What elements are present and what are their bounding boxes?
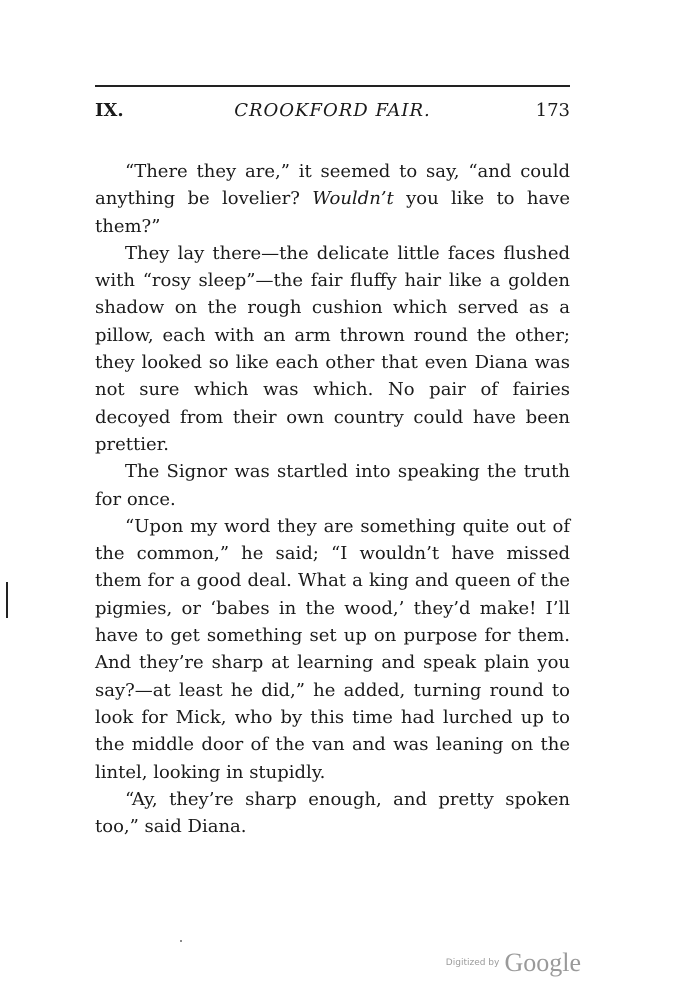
page-number: 173 <box>535 100 570 121</box>
scan-speck <box>180 940 182 942</box>
scan-margin-mark <box>6 582 8 618</box>
header-rule <box>95 85 570 87</box>
chapter-number: IX. <box>95 100 124 121</box>
running-title: CROOKFORD FAIR. <box>234 100 431 121</box>
paragraph-3: The Signor was startled into speaking the truth for once. <box>95 461 570 510</box>
paragraph-5: “Ay, they’re sharp enough, and pretty spoken too,” said Diana. <box>95 788 570 838</box>
watermark-digitized: Digitized by <box>445 958 500 968</box>
paragraph-1-text-b: you like to have them?” <box>95 188 570 237</box>
watermark-google-logo: Google <box>504 948 581 977</box>
paragraph-1-text-a: “There they are,” it seemed to say, “and could anything be lovelier? <box>95 161 570 210</box>
paragraph-2: They lay there—the delicate little faces flushed with “rosy sleep”—the fair fluffy hair like a golden shadow on the rough cushion which served as a pillow, each with an arm thrown round the other; they looked so like each other that even Diana was not sure which was which. No pair of fairies decoyed from their own country could have been prettier. <box>95 242 570 455</box>
paragraph-1 <box>95 158 570 240</box>
page-header <box>95 100 570 130</box>
body-text <box>95 158 570 840</box>
google-watermark <box>446 948 581 978</box>
paragraph-1-emphasis: Wouldn’t <box>312 188 394 210</box>
paragraph-4: “Upon my word they are something quite out of the common,” he said; “I wouldn’t have missed them for a good deal. What a king and queen of the pigmies, or ‘babes in the wood,’ they’d make! I’ll have to get something set up on purpose for them. And they’re sharp at learning and speak plain you say?—at least he did,” he added, turning round to look for Mick, who by this time had lurched up to the middle door of the van and was leaning on the lintel, looking in stupidly. <box>95 515 570 783</box>
